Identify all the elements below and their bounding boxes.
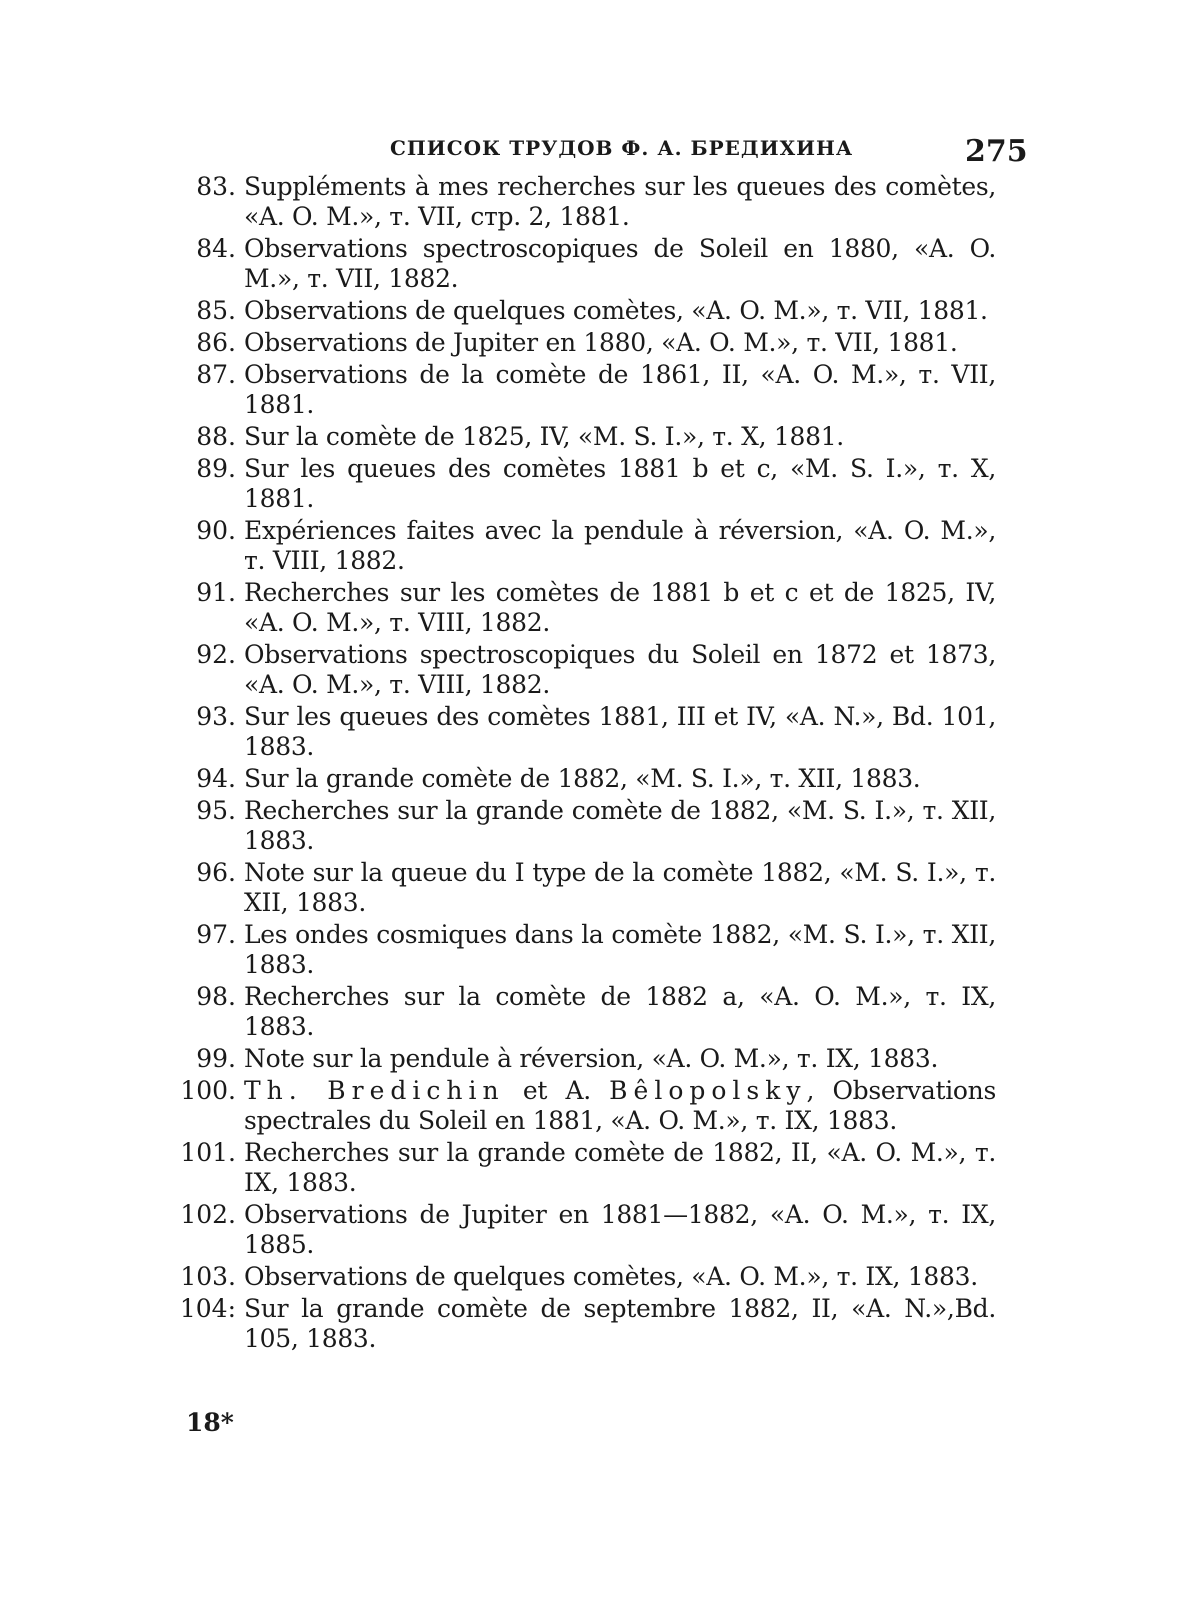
author-name: Th. Bredichin — [244, 1076, 505, 1105]
list-item — [0, 328, 1200, 358]
list-item — [0, 234, 1200, 294]
list-item — [0, 796, 1200, 856]
entry-text: Note sur la queue du I type de la comète 1882, «M. S. I.», т. XII, 1883. — [244, 858, 996, 918]
document-page — [0, 0, 1200, 1600]
list-item — [0, 702, 1200, 762]
entry-text: Observations spectroscopiques du Soleil en 1872 et 1873, «A. O. M.», т. VIII, 1882. — [244, 640, 996, 700]
entry-text: Les ondes cosmiques dans la comète 1882, «M. S. I.», т. XII, 1883. — [244, 920, 996, 980]
entry-text: Sur les queues des comètes 1881 b et c, «M. S. I.», т. X, 1881. — [244, 454, 996, 514]
entry-number: 99. — [0, 1044, 244, 1074]
entry-number: 100. — [0, 1076, 244, 1106]
list-item — [0, 454, 1200, 514]
entry-text: Sur la grande comète de septembre 1882, II, «A. N.»,Bd. 105, 1883. — [244, 1294, 996, 1354]
list-item — [0, 1200, 1200, 1260]
signature-mark: 18* — [186, 1408, 234, 1437]
list-item — [0, 764, 1200, 794]
entry-number: 89. — [0, 454, 244, 484]
entry-number: 87. — [0, 360, 244, 390]
list-item — [0, 422, 1200, 452]
entry-text: Observations spectroscopiques de Soleil en 1880, «A. O. M.», т. VII, 1882. — [244, 234, 996, 294]
entry-number: 97. — [0, 920, 244, 950]
entry-number: 92. — [0, 640, 244, 670]
entry-number: 103. — [0, 1262, 244, 1292]
list-item — [0, 1138, 1200, 1198]
entry-text: Recherches sur les comètes de 1881 b et c et de 1825, IV, «A. O. M.», т. VIII, 1882. — [244, 578, 996, 638]
entry-text: Recherches sur la grande comète de 1882, «M. S. I.», т. XII, 1883. — [244, 796, 996, 856]
entry-text: , Observations spectrales du Soleil en 1881, «A. O. M.», т. IX, 1883. — [244, 1076, 996, 1135]
entry-number: 85. — [0, 296, 244, 326]
list-item — [0, 296, 1200, 326]
list-item — [0, 516, 1200, 576]
entry-text: Sur la grande comète de 1882, «M. S. I.», т. XII, 1883. — [244, 764, 996, 794]
entry-text-with-authors — [244, 1076, 996, 1136]
list-item — [0, 360, 1200, 420]
entry-number: 102. — [0, 1200, 244, 1230]
entry-number: 95. — [0, 796, 244, 826]
entry-text: Sur la comète de 1825, IV, «M. S. I.», т. X, 1881. — [244, 422, 996, 452]
entry-number: 90. — [0, 516, 244, 546]
entry-number: 86. — [0, 328, 244, 358]
entry-text: Observations de Jupiter en 1880, «A. O. M.», т. VII, 1881. — [244, 328, 996, 358]
entry-number: 83. — [0, 172, 244, 202]
list-item — [0, 982, 1200, 1042]
entry-text: Observations de Jupiter en 1881—1882, «A. O. M.», т. IX, 1885. — [244, 1200, 996, 1260]
entry-number: 101. — [0, 1138, 244, 1168]
list-item — [0, 640, 1200, 700]
entry-number: 88. — [0, 422, 244, 452]
entry-number: 98. — [0, 982, 244, 1012]
entry-text: Observations de la comète de 1861, II, «A. O. M.», т. VII, 1881. — [244, 360, 996, 420]
entry-number: 96. — [0, 858, 244, 888]
list-item — [0, 1262, 1200, 1292]
entry-text: Expériences faites avec la pendule à réversion, «A. O. M.», т. VIII, 1882. — [244, 516, 996, 576]
entry-text: Observations de quelques comètes, «A. O. M.», т. IX, 1883. — [244, 1262, 996, 1292]
entry-number: 91. — [0, 578, 244, 608]
entry-text: Sur les queues des comètes 1881, III et IV, «A. N.», Bd. 101, 1883. — [244, 702, 996, 762]
list-item — [0, 1076, 1200, 1136]
entry-text: Recherches sur la comète de 1882 a, «A. O. M.», т. IX, 1883. — [244, 982, 996, 1042]
entry-text: Note sur la pendule à réversion, «A. O. M.», т. IX, 1883. — [244, 1044, 996, 1074]
list-item — [0, 1294, 1200, 1354]
list-item — [0, 578, 1200, 638]
list-item — [0, 920, 1200, 980]
entry-number: 84. — [0, 234, 244, 264]
entry-text: Observations de quelques comètes, «A. O. M.», т. VII, 1881. — [244, 296, 996, 326]
list-item — [0, 1044, 1200, 1074]
entry-number: 93. — [0, 702, 244, 732]
entry-number: 104: — [0, 1294, 244, 1324]
entry-text: Recherches sur la grande comète de 1882, II, «A. O. M.», т. IX, 1883. — [244, 1138, 996, 1198]
bibliography-list — [0, 172, 1200, 1356]
entry-number: 94. — [0, 764, 244, 794]
page-number: 275 — [965, 134, 1028, 169]
entry-text: Suppléments à mes recherches sur les queues des comètes, «A. O. M.», т. VII, стр. 2, 1881. — [244, 172, 996, 232]
running-title: СПИСОК ТРУДОВ Ф. А. БРЕДИХИНА — [390, 136, 853, 160]
author-connector: et A. — [505, 1076, 610, 1105]
list-item — [0, 858, 1200, 918]
author-name: Bêlopolsky — [609, 1076, 806, 1105]
list-item — [0, 172, 1200, 232]
